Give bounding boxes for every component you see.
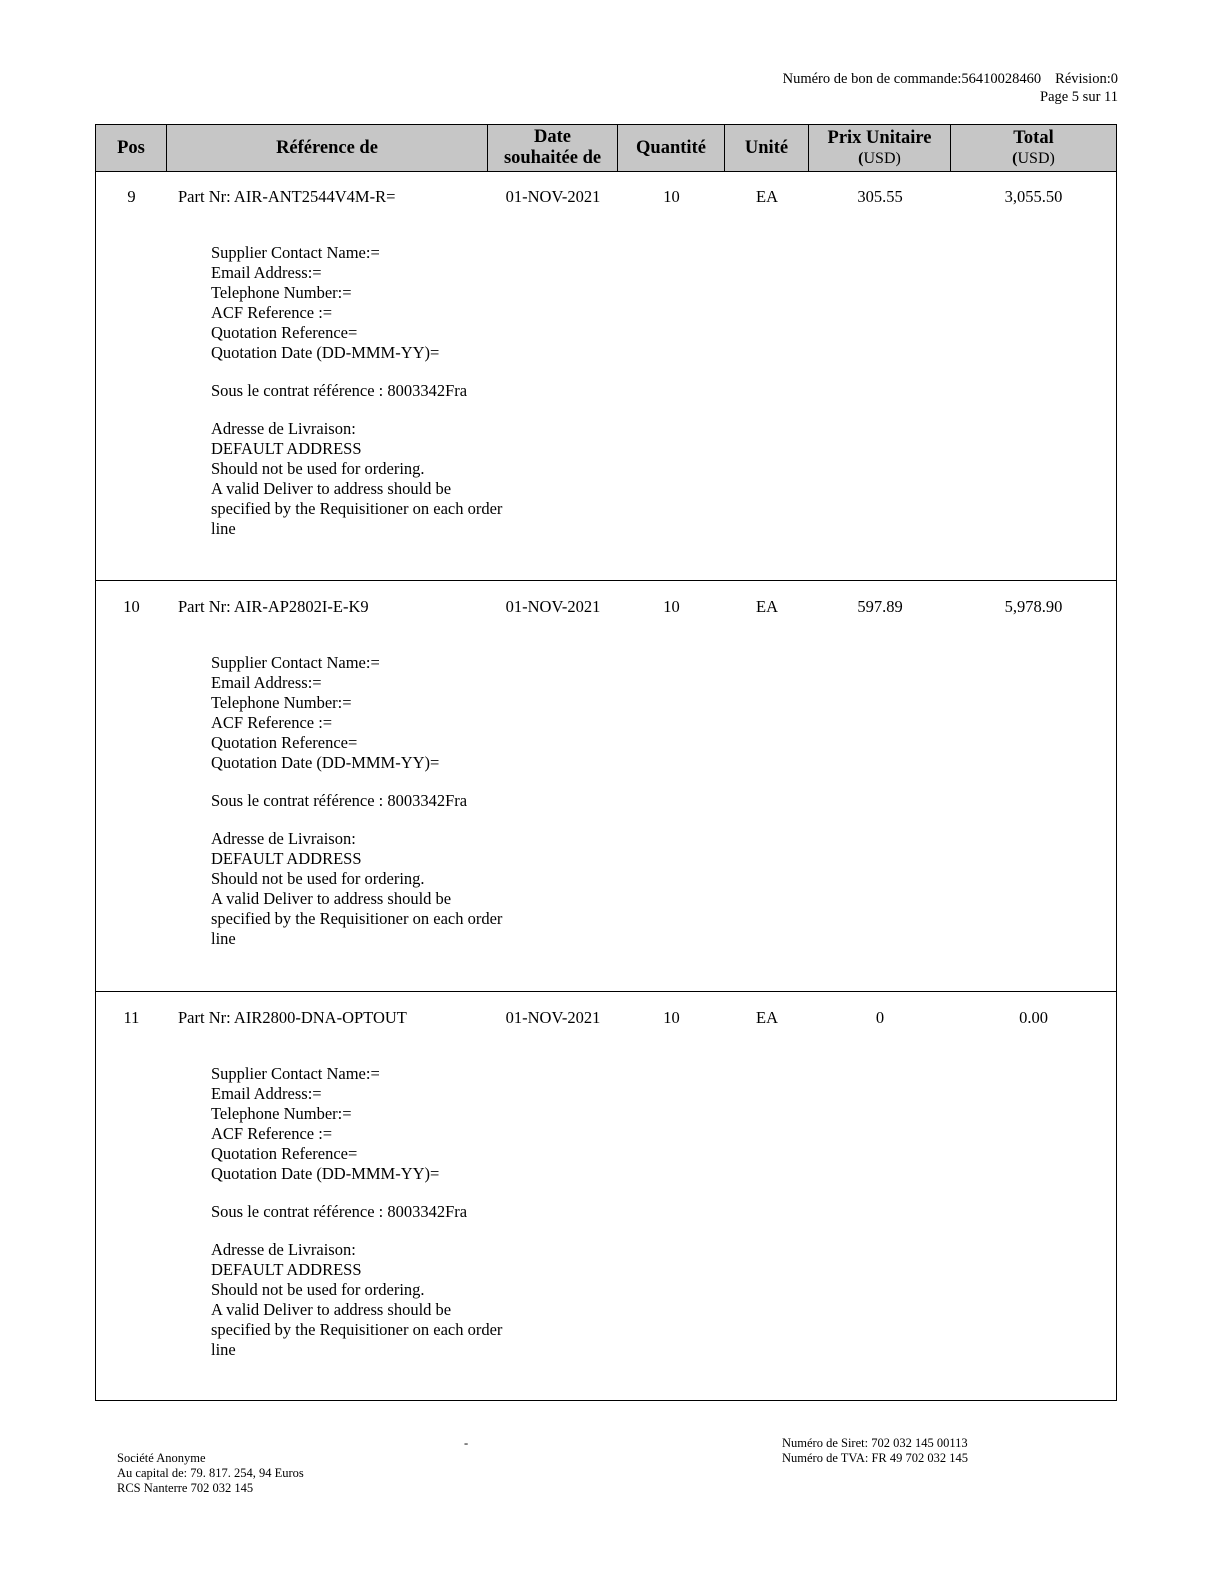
line-details <box>211 653 551 949</box>
table-row <box>96 992 1116 1400</box>
supplier-line: Quotation Date (DD-MMM-YY)= <box>211 343 440 362</box>
footer-company-info: Société Anonyme Au capital de: 79. 817. 254, 94 Euros RCS Nanterre 702 032 145 <box>117 1451 304 1495</box>
page-number: Page 5 sur 11 <box>1040 89 1118 105</box>
document-header <box>783 70 1118 106</box>
po-number: Numéro de bon de commande:56410028460 <box>782 71 1042 87</box>
unit-price-cell: 597.89 <box>857 597 903 616</box>
address-line: Adresse de Livraison: <box>211 419 356 438</box>
contract-reference: Sous le contrat référence : 8003342Fra <box>211 1202 468 1221</box>
col-pos: Pos <box>96 125 167 171</box>
supplier-line: Email Address:= <box>211 263 322 282</box>
contract-reference: Sous le contrat référence : 8003342Fra <box>211 381 468 400</box>
table-row <box>96 581 1116 992</box>
date-cell: 01-NOV-2021 <box>505 597 601 616</box>
pos-cell: 10 <box>123 597 140 616</box>
quantity-cell: 10 <box>663 1008 680 1027</box>
col-date: Date souhaitée de <box>488 125 618 171</box>
address-line: Should not be used for ordering. <box>211 459 425 478</box>
footer-center: - <box>464 1436 469 1450</box>
supplier-line: Telephone Number:= <box>211 1104 352 1123</box>
line-details <box>211 1064 551 1360</box>
supplier-line: Telephone Number:= <box>211 693 352 712</box>
quantity-cell: 10 <box>663 187 680 206</box>
part-number: Part Nr: AIR2800-DNA-OPTOUT <box>178 1008 407 1027</box>
address-line: A valid Deliver to address should be <box>211 479 452 498</box>
footer-registration: Numéro de Siret: 702 032 145 00113 Numéro de TVA: FR 49 702 032 145 <box>782 1436 968 1465</box>
supplier-line: ACF Reference := <box>211 303 333 322</box>
supplier-info <box>211 243 551 363</box>
address-line: specified by the Requisitioner on each order <box>211 909 503 928</box>
address-line: Should not be used for ordering. <box>211 869 425 888</box>
supplier-line: Quotation Reference= <box>211 323 358 342</box>
unit-price-cell: 305.55 <box>857 187 903 206</box>
supplier-line: Supplier Contact Name:= <box>211 1064 380 1083</box>
address-line: DEFAULT ADDRESS <box>211 1260 362 1279</box>
date-cell: 01-NOV-2021 <box>505 1008 601 1027</box>
col-unit: Unité <box>725 125 809 171</box>
address-line: line <box>211 519 236 538</box>
unit-cell: EA <box>756 597 778 616</box>
table-header <box>96 125 1116 172</box>
supplier-line: Email Address:= <box>211 1084 322 1103</box>
order-lines-table <box>95 124 1117 1401</box>
address-line: Should not be used for ordering. <box>211 1280 425 1299</box>
pos-cell: 11 <box>123 1008 140 1027</box>
total-cell: 3,055.50 <box>1004 187 1063 206</box>
table-row <box>96 171 1116 581</box>
col-reference: Référence de <box>167 125 488 171</box>
pos-cell: 9 <box>127 187 136 206</box>
supplier-line: ACF Reference := <box>211 713 333 732</box>
total-cell: 5,978.90 <box>1004 597 1063 616</box>
line-details <box>211 243 551 539</box>
address-line: line <box>211 929 236 948</box>
supplier-line: Quotation Date (DD-MMM-YY)= <box>211 1164 440 1183</box>
address-line: DEFAULT ADDRESS <box>211 849 362 868</box>
supplier-line: Email Address:= <box>211 673 322 692</box>
col-total: Total (USD) <box>1012 128 1055 167</box>
address-line: line <box>211 1340 236 1359</box>
col-quantity: Quantité <box>618 125 725 171</box>
part-number: Part Nr: AIR-AP2802I-E-K9 <box>178 597 369 616</box>
address-line: Adresse de Livraison: <box>211 1240 356 1259</box>
supplier-line: Telephone Number:= <box>211 283 352 302</box>
address-line: A valid Deliver to address should be <box>211 889 452 908</box>
delivery-address <box>211 829 551 949</box>
unit-cell: EA <box>756 187 778 206</box>
col-unit-price: Prix Unitaire (USD) <box>809 125 951 171</box>
revision: Révision:0 <box>1055 71 1118 87</box>
unit-price-cell: 0 <box>875 1008 885 1027</box>
address-line: Adresse de Livraison: <box>211 829 356 848</box>
quantity-cell: 10 <box>663 597 680 616</box>
supplier-info <box>211 653 551 773</box>
date-cell: 01-NOV-2021 <box>505 187 601 206</box>
supplier-info <box>211 1064 551 1184</box>
supplier-line: ACF Reference := <box>211 1124 333 1143</box>
address-line: DEFAULT ADDRESS <box>211 439 362 458</box>
total-cell: 0.00 <box>1019 1008 1048 1027</box>
address-line: specified by the Requisitioner on each order <box>211 1320 503 1339</box>
part-number: Part Nr: AIR-ANT2544V4M-R= <box>178 187 396 206</box>
supplier-line: Supplier Contact Name:= <box>211 653 380 672</box>
contract-reference: Sous le contrat référence : 8003342Fra <box>211 791 468 810</box>
delivery-address <box>211 1240 551 1360</box>
address-line: specified by the Requisitioner on each order <box>211 499 503 518</box>
delivery-address <box>211 419 551 539</box>
unit-cell: EA <box>756 1008 778 1027</box>
supplier-line: Quotation Date (DD-MMM-YY)= <box>211 753 440 772</box>
supplier-line: Quotation Reference= <box>211 1144 358 1163</box>
address-line: A valid Deliver to address should be <box>211 1300 452 1319</box>
supplier-line: Supplier Contact Name:= <box>211 243 380 262</box>
supplier-line: Quotation Reference= <box>211 733 358 752</box>
